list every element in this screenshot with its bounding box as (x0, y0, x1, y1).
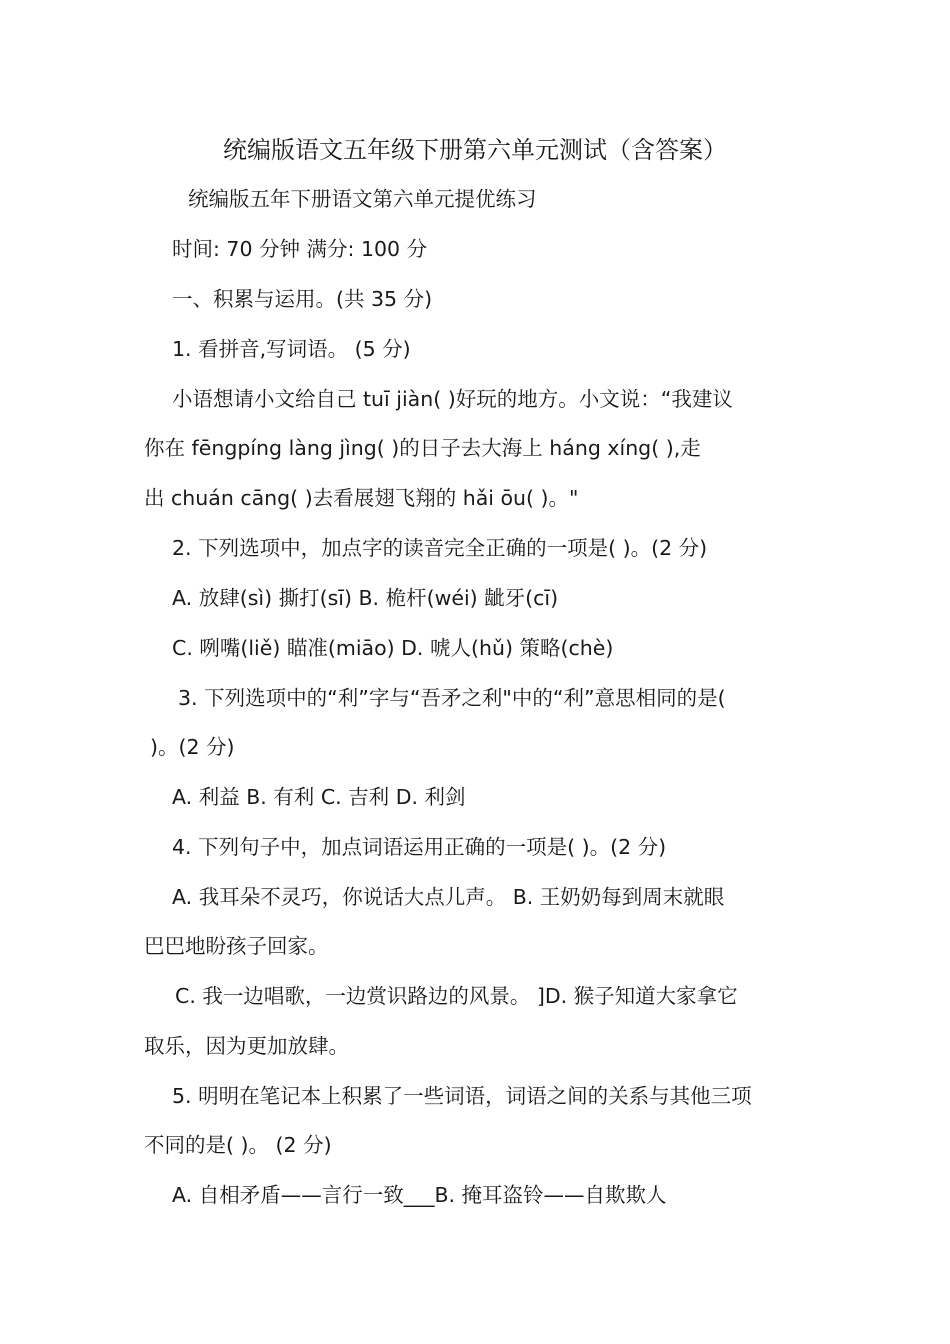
question-3-text-line: 3. 下列选项中的“利”字与“吾矛之利"中的“利”意思相同的是( (178, 686, 726, 710)
question-3-options: A. 利益 B. 有利 C. 吉利 D. 利剑 (172, 785, 466, 809)
question-4-text-line: A. 我耳朵不灵巧，你说话大点儿声。 B. 王奶奶每到周末就眼 (172, 885, 725, 909)
question-4-text-line: 取乐，因为更加放肆。 (144, 1034, 349, 1058)
question-1-heading: 1. 看拼音,写词语。 (5 分) (172, 337, 411, 361)
question-4-text-line: C. 我一边唱歌，一边赏识路边的风景。 ]D. 猴子知道大家拿它 (175, 984, 738, 1008)
question-1-text-line: 你在 fēngpíng làng jìng( )的日子去大海上 háng xíng( ),走 (144, 436, 701, 460)
time-info: 时间: 70 分钟 满分: 100 分 (172, 237, 428, 261)
section-heading: 一、积累与运用。(共 35 分) (172, 287, 433, 311)
document-title: 统编版语文五年级下册第六单元测试（含答案） (223, 136, 727, 164)
question-5-text-line: 不同的是( )。 (2 分) (144, 1133, 332, 1157)
question-5-text-line: 5. 明明在笔记本上积累了一些词语，词语之间的关系与其他三项 (172, 1084, 752, 1108)
question-2-options: A. 放肆(sì) 撕打(sī) B. 桅杆(wéi) 龇牙(cī) (172, 586, 559, 610)
question-4-text-line: 巴巴地盼孩子回家。 (144, 934, 329, 958)
question-1-text-line: 小语想请小文给自己 tuī jiàn( )好玩的地方。小文说：“我建议 (172, 387, 733, 411)
question-4-heading: 4. 下列句子中，加点词语运用正确的一项是( )。(2 分) (172, 835, 667, 859)
subtitle: 统编版五年下册语文第六单元提优练习 (188, 187, 537, 211)
question-3-text-line: )。(2 分) (150, 735, 235, 759)
question-2-heading: 2. 下列选项中，加点字的读音完全正确的一项是( )。(2 分) (172, 536, 708, 560)
question-1-text-line: 出 chuán cāng( )去看展翅飞翔的 hǎi ōu( )。" (144, 486, 579, 510)
question-2-options: C. 咧嘴(liě) 瞄准(miāo) D. 唬人(hǔ) 策略(chè) (172, 636, 614, 660)
question-5-options: A. 自相矛盾——言行一致___B. 掩耳盗铃——自欺欺人 (172, 1183, 667, 1207)
